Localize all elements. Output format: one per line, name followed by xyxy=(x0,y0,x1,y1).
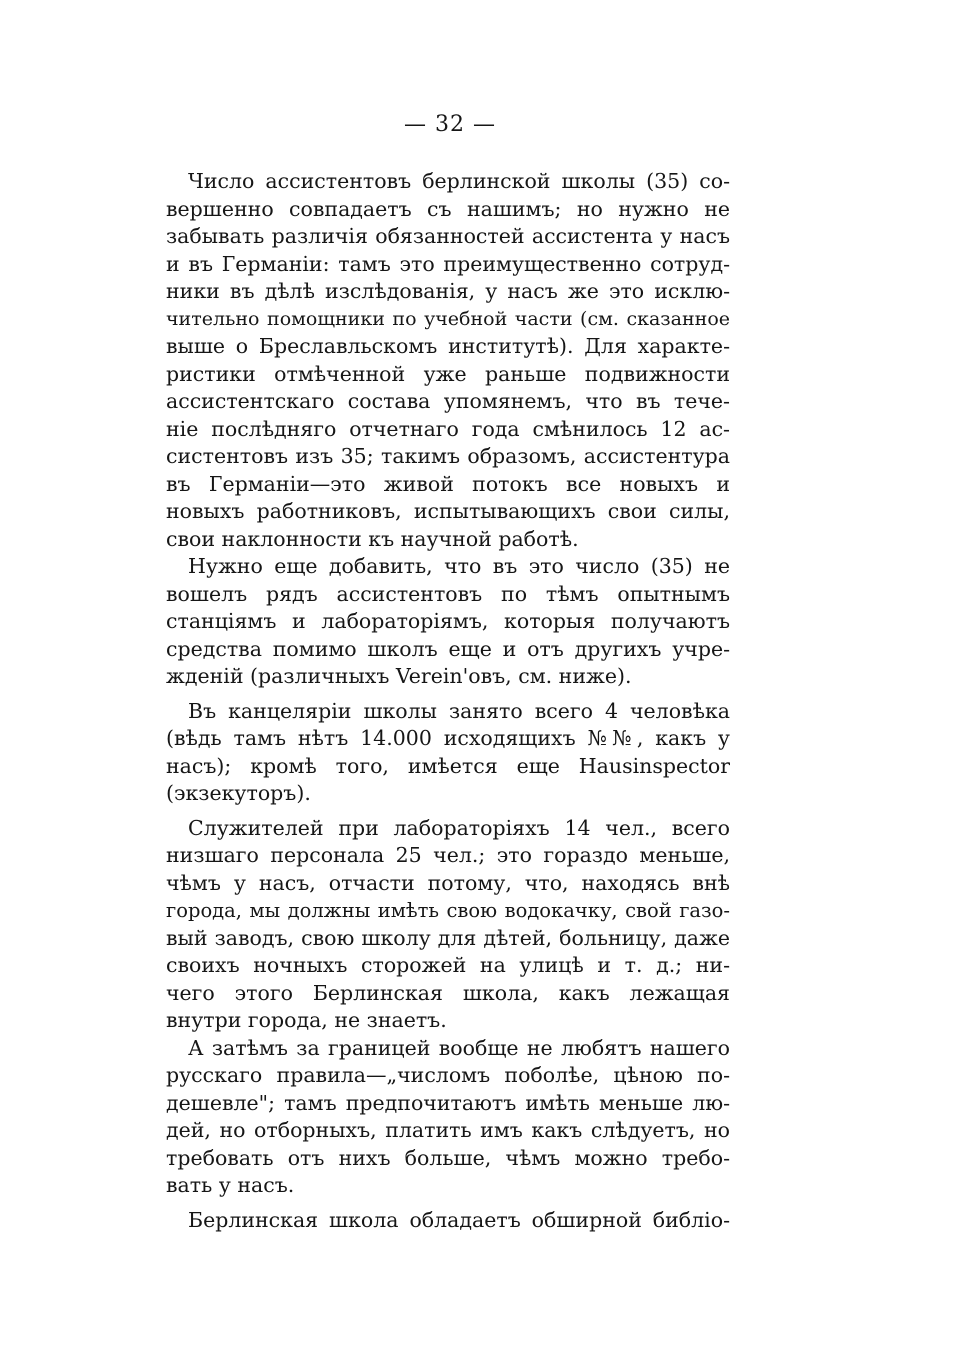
text-line: забывать различія обязанностей ассистента у насъ xyxy=(166,224,730,248)
text-line: систентовъ изъ 35; такимъ образомъ, ассистентура xyxy=(166,444,730,468)
text-line: требовать отъ нихъ больше, чѣмъ можно требо- xyxy=(166,1145,730,1170)
text-line: Нужно еще добавить, что въ это число (35) не xyxy=(188,554,730,578)
text-line: города, мы должны имѣть свою водокачку, свой газо- xyxy=(166,899,730,922)
text-line: русскаго правила—„числомъ поболѣе, цѣною по- xyxy=(166,1063,730,1087)
paragraph-1 xyxy=(166,168,730,553)
text-line: насъ); кромѣ того, имѣется еще Hausinspector xyxy=(166,753,730,778)
text-line: вершенно совпадаетъ съ нашимъ; но нужно не xyxy=(166,196,730,221)
text-line: чѣмъ у насъ, отчасти потому, что, находясь внѣ xyxy=(166,870,730,895)
text-line: (вѣдь тамъ нѣтъ 14.000 исходящихъ №№, какъ у xyxy=(166,726,730,750)
text-line: вошелъ рядъ ассистентовъ по тѣмъ опытнымъ xyxy=(166,581,730,606)
text-line: выше о Бреславльскомъ институтѣ). Для характе- xyxy=(166,334,730,358)
text-line: вый заводъ, свою школу для дѣтей, больницу, даже xyxy=(166,925,730,950)
text-line: станціямъ и лабораторіямъ, которыя получаютъ xyxy=(166,609,730,633)
page-number: — 32 — xyxy=(404,112,496,137)
text-line: своихъ ночныхъ сторожей на улицѣ и т. д.; ни- xyxy=(166,953,730,977)
paragraph-6 xyxy=(166,1207,730,1235)
text-line: чительно помощники по учебной части (см. сказанное xyxy=(166,307,730,330)
paragraph-3 xyxy=(166,698,730,808)
text-line: ассистентскаго состава упомянемъ, что въ тече- xyxy=(166,389,730,413)
text-line: Служителей при лабораторіяхъ 14 чел., всего xyxy=(188,815,730,840)
text-line: чего этого Берлинская школа, какъ лежащая xyxy=(166,980,730,1005)
text-line: внутри города, не знаетъ. xyxy=(166,1008,447,1032)
text-line: ніе послѣдняго отчетнаго года смѣнилось 12 ас- xyxy=(166,416,730,441)
text-line: Берлинская школа обладаетъ обширной библіо- xyxy=(188,1207,730,1232)
paragraph-5 xyxy=(166,1035,730,1200)
text-line: дей, но отборныхъ, платить имъ какъ слѣдуетъ, но xyxy=(166,1118,730,1142)
paragraph-2 xyxy=(166,553,730,691)
text-line: Въ канцеляріи школы занято всего 4 человѣка xyxy=(188,698,730,723)
text-line: новыхъ работниковъ, испытывающихъ свои силы, xyxy=(166,499,730,523)
text-line: въ Германіи—это живой потокъ все новыхъ и xyxy=(166,471,730,496)
text-line: (экзекуторъ). xyxy=(166,781,311,805)
text-line: свои наклонности къ научной работѣ. xyxy=(166,526,579,551)
text-line: ники въ дѣлѣ изслѣдованія, у насъ же это исклю- xyxy=(166,279,730,303)
text-line: А затѣмъ за границей вообще не любятъ нашего xyxy=(188,1035,730,1060)
text-line: средства помимо школъ еще и отъ другихъ учре- xyxy=(166,636,730,661)
text-line: жденій (различныхъ Verein'овъ, см. ниже). xyxy=(166,664,632,688)
text-line: Число ассистентовъ берлинской школы (35) со- xyxy=(188,169,730,193)
text-line: ристики отмѣченной уже раньше подвижности xyxy=(166,361,730,386)
text-line: вать у насъ. xyxy=(166,1173,295,1197)
text-line: низшаго персонала 25 чел.; это гораздо меньше, xyxy=(166,843,730,867)
text-line: и въ Германіи: тамъ это преимущественно сотруд- xyxy=(166,251,730,276)
paragraph-4 xyxy=(166,815,730,1035)
text-line: дешевле"; тамъ предпочитаютъ имѣть меньше лю- xyxy=(166,1090,730,1115)
body-text xyxy=(166,168,730,1234)
